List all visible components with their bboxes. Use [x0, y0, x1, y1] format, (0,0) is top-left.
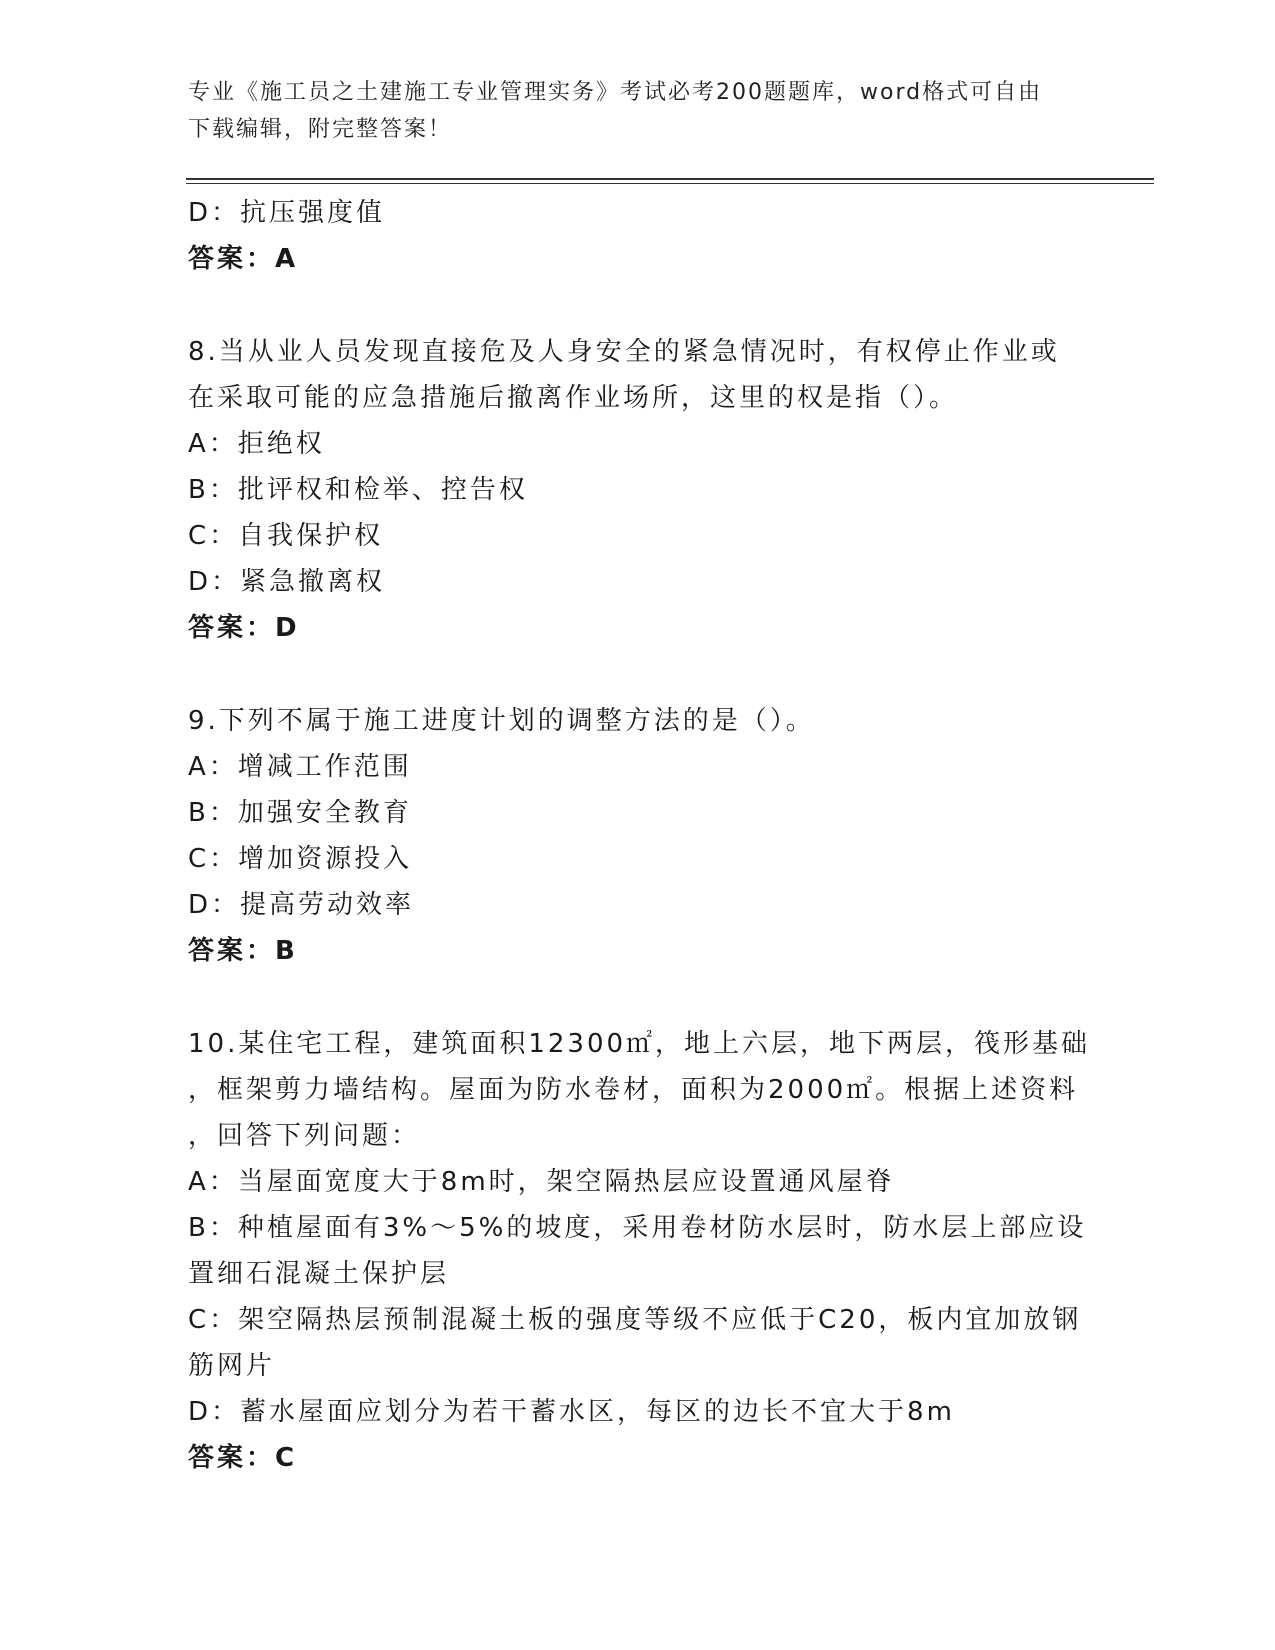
answer: 答案：D [188, 613, 300, 643]
option-b: B：种植屋面有3%～5%的坡度，采用卷材防水层时，防水层上部应设 [188, 1213, 1087, 1243]
option-c-continued: 筋网片 [188, 1351, 276, 1381]
header-line-2: 下载编辑，附完整答案！ [188, 117, 453, 142]
option-b-continued: 置细石混凝土保护层 [188, 1259, 450, 1289]
question-8 [188, 329, 1088, 651]
question-10 [188, 1021, 1091, 1481]
option-b: B：加强安全教育 [188, 798, 412, 828]
option-d: D：紧急撤离权 [188, 567, 386, 597]
answer: 答案：A [188, 244, 299, 274]
spacer [188, 651, 1088, 698]
header-line-1: 专业《施工员之土建施工专业管理实务》考试必考200题题库，word格式可自由 [188, 80, 1043, 105]
option-c: C：自我保护权 [188, 521, 384, 551]
question-text-line: 在采取可能的应急措施后撤离作业场所，这里的权是指（）。 [188, 383, 959, 413]
answer: 答案：B [188, 936, 298, 966]
spacer [188, 974, 1088, 1021]
option-a: A：拒绝权 [188, 429, 325, 459]
option-c: C：增加资源投入 [188, 844, 413, 874]
spacer [188, 282, 1088, 329]
question-text-line: 8.当从业人员发现直接危及人身安全的紧急情况时，有权停止作业或 [188, 337, 1060, 367]
question-9 [188, 698, 1088, 974]
question-text-line: 9.下列不属于施工进度计划的调整方法的是（）。 [188, 706, 815, 736]
header-divider-thin [186, 183, 1154, 184]
option-c: C：架空隔热层预制混凝土板的强度等级不应低于C20，板内宜加放钢 [188, 1305, 1082, 1335]
option-d: D：提高劳动效率 [188, 890, 415, 920]
question-text-line: ，回答下列问题： [188, 1121, 421, 1151]
header-divider [186, 178, 1154, 180]
option-a: A：增减工作范围 [188, 752, 412, 782]
question-text-line: 10.某住宅工程，建筑面积12300㎡，地上六层，地下两层，筏形基础 [188, 1029, 1091, 1059]
option-d: D：抗压强度值 [188, 198, 386, 228]
question-text-line: ，框架剪力墙结构。屋面为防水卷材，面积为2000㎡。根据上述资料 [188, 1075, 1079, 1105]
option-d: D：蓄水屋面应划分为若干蓄水区，每区的边长不宜大于8m [188, 1397, 955, 1427]
option-a: A：当屋面宽度大于8m时，架空隔热层应设置通风屋脊 [188, 1167, 895, 1197]
option-b: B：批评权和检举、控告权 [188, 475, 528, 505]
document-header [188, 74, 1068, 148]
answer: 答案：C [188, 1443, 298, 1473]
document-body [188, 190, 1091, 1481]
